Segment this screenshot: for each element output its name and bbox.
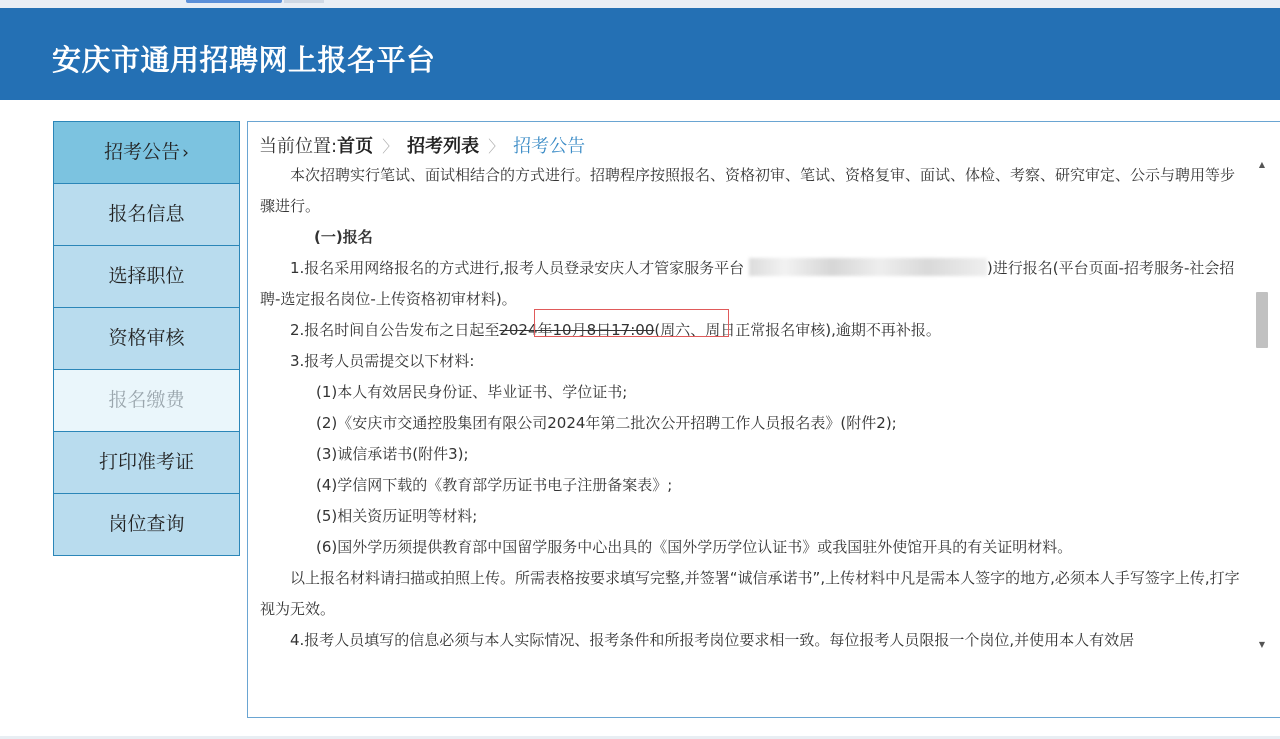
- material-item: (4)学信网下载的《教育部学历证书电子注册备案表》;: [316, 476, 673, 494]
- redacted-url: [749, 258, 987, 276]
- section-heading: (一)报名: [314, 228, 373, 246]
- vertical-scrollbar[interactable]: [1253, 158, 1271, 652]
- sidebar-item-print-admission[interactable]: [54, 432, 239, 494]
- material-item: (2)《安庆市交通控股集团有限公司2024年第二批次公开招聘工作人员报名表》(附件2);: [316, 414, 897, 432]
- scrollbar-thumb[interactable]: [1256, 292, 1268, 348]
- material-item: (6)国外学历须提供教育部中国留学服务中心出具的《国外学历学位认证书》或我国驻外使馆开具的有关证明材料。: [316, 538, 1073, 556]
- item-text: (周六、周日正常报名审核),逾期不再补报。: [654, 321, 941, 339]
- main-content-panel: [247, 121, 1280, 718]
- item-text: 1.报名采用网络报名的方式进行,报考人员登录安庆人才管家服务平台: [290, 259, 745, 277]
- sidebar-item-announcement[interactable]: [54, 122, 239, 184]
- article-paragraph: [260, 253, 1244, 315]
- material-item: (5)相关资历证明等材料;: [316, 507, 478, 525]
- material-item: (3)诚信承诺书(附件3);: [316, 445, 469, 463]
- article-paragraph: [260, 315, 1244, 346]
- sidebar-item-position-query[interactable]: [54, 494, 239, 556]
- sidebar-item-label: 资格审核: [108, 327, 185, 349]
- article-paragraph: 本次招聘实行笔试、面试相结合的方式进行。招聘程序按照报名、资格初审、笔试、资格复审、面试、体检、考察、研究审定、公示与聘用等步骤进行。: [260, 166, 1236, 215]
- material-item: (1)本人有效居民身份证、毕业证书、学位证书;: [316, 383, 628, 401]
- scroll-down-arrow-icon[interactable]: ▼: [1258, 640, 1266, 649]
- browser-tab[interactable]: [284, 0, 324, 3]
- article-paragraph: 3.报考人员需提交以下材料:: [290, 352, 475, 370]
- breadcrumb-current: 招考公告: [513, 136, 586, 157]
- breadcrumb-prefix: 当前位置:: [259, 136, 338, 157]
- breadcrumb-home-link[interactable]: 首页: [337, 136, 374, 157]
- sidebar-item-registration-info[interactable]: [54, 184, 239, 246]
- breadcrumb-separator-icon: 〉: [382, 137, 399, 156]
- breadcrumb-separator-icon: 〉: [488, 137, 505, 156]
- site-header: [0, 8, 1280, 100]
- sidebar-item-label: 选择职位: [108, 265, 185, 287]
- article-paragraph: 以上报名材料请扫描或拍照上传。所需表格按要求填写完整,并签署“诚信承诺书”,上传材料中凡是需本人签字的地方,必须本人手写签字上传,打字视为无效。: [260, 569, 1240, 618]
- sidebar-item-label: 打印准考证: [98, 451, 194, 473]
- site-title: 安庆市通用招聘网上报名平台: [52, 43, 436, 77]
- item-text: )进行报名(平台页面-招考服务-社会招聘-选定报名岗位-上传资格初审材料)。: [260, 259, 1235, 308]
- sidebar-item-label: 招考公告: [104, 141, 181, 163]
- sidebar-item-payment: [54, 370, 239, 432]
- item-text: 2.报名时间自公告发布之日起至: [290, 321, 500, 339]
- announcement-article: [260, 160, 1244, 650]
- scroll-up-arrow-icon[interactable]: ▲: [1258, 160, 1266, 169]
- deadline-text: 2024年10月8日17:00: [499, 321, 655, 339]
- sidebar-item-qualification-review[interactable]: [54, 308, 239, 370]
- browser-active-tab[interactable]: [186, 0, 282, 3]
- sidebar-item-label: 报名信息: [108, 203, 185, 225]
- chevron-right-icon: ›: [182, 143, 189, 163]
- sidebar-item-label: 报名缴费: [108, 389, 185, 411]
- sidebar-nav: [53, 121, 240, 556]
- breadcrumb: [259, 132, 585, 158]
- article-paragraph: 4.报考人员填写的信息必须与本人实际情况、报考条件和所报考岗位要求相一致。每位报考人员限报一个岗位,并使用本人有效居: [290, 631, 1135, 649]
- breadcrumb-list-link[interactable]: 招考列表: [407, 136, 480, 157]
- sidebar-item-select-position[interactable]: [54, 246, 239, 308]
- sidebar-item-label: 岗位查询: [108, 513, 185, 535]
